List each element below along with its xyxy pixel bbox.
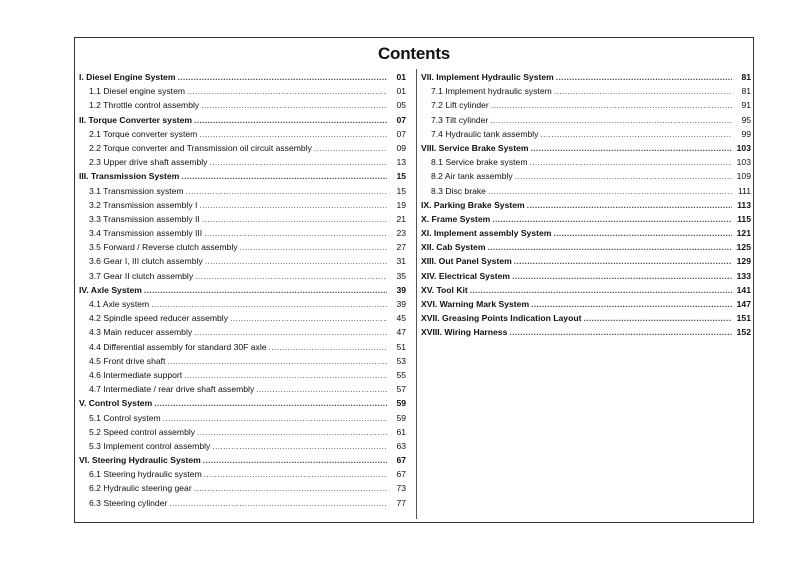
toc-page-number: 63 [396,440,406,451]
dot-leader [197,425,387,439]
toc-page-number: 31 [396,256,406,267]
toc-subsection-entry[interactable] [79,340,406,354]
dot-leader [194,113,387,127]
dot-leader [203,453,387,467]
dot-leader [199,198,387,212]
toc-section-entry[interactable] [421,297,751,311]
dot-leader [167,354,387,368]
toc-page-number: 111 [737,185,751,196]
toc-page-number: 152 [736,327,751,338]
dot-leader [151,297,387,311]
dot-leader [184,368,387,382]
toc-page-number: 151 [736,313,751,324]
toc-page-number: 09 [396,142,406,153]
dot-leader [181,169,387,183]
toc-entry-label: 6.3 Steering cylinder [89,497,168,508]
toc-entry-label: 3.6 Gear I, III clutch assembly [89,256,203,267]
dot-leader [194,325,387,339]
toc-page-number: 77 [396,497,406,508]
toc-section-entry[interactable] [421,240,751,254]
toc-page-number: 129 [736,256,751,267]
toc-subsection-entry[interactable] [79,98,406,112]
toc-subsection-entry[interactable] [421,169,751,183]
toc-section-entry[interactable] [421,70,751,84]
toc-page-number: 39 [396,284,406,295]
toc-page-number: 81 [741,86,751,97]
toc-subsection-entry[interactable] [79,368,406,382]
dot-leader [212,439,387,453]
toc-entry-label: 3.5 Forward / Reverse clutch assembly [89,242,238,253]
toc-subsection-entry[interactable] [79,325,406,339]
toc-section-entry[interactable] [421,269,751,283]
page-title: Contents [377,44,451,63]
toc-entry-label: XV. Tool Kit [421,284,468,295]
toc-entry-label: 4.1 Axle system [89,299,150,309]
toc-entry-label: 3.2 Transmission assembly I [89,199,198,210]
dot-leader [470,283,732,297]
dot-leader [205,254,387,268]
toc-subsection-entry[interactable] [79,240,406,254]
toc-entry-label: 4.4 Differential assembly for standard 30F axle [89,341,267,352]
toc-entry-label: X. Frame System [421,213,491,224]
toc-subsection-entry[interactable] [79,467,406,481]
toc-left-column [79,70,406,510]
toc-page-number: 91 [741,100,751,111]
dot-leader [487,240,732,254]
toc-subsection-entry[interactable] [79,141,406,155]
toc-entry-label: 2.3 Upper drive shaft assembly [89,157,208,168]
dot-leader [169,496,387,510]
toc-page-number: 109 [736,171,751,182]
column-divider [416,69,417,519]
dot-leader [256,382,387,396]
dot-leader [269,340,387,354]
toc-entry-label: II. Torque Converter system [79,114,193,125]
dot-leader [488,184,732,198]
dot-leader [540,127,732,141]
toc-page-number: 121 [736,228,751,239]
toc-page-number: 45 [396,313,406,324]
toc-entry-label: 3.1 Transmission system [89,185,184,196]
toc-page-number: 19 [396,199,406,210]
toc-subsection-entry[interactable] [421,84,751,98]
toc-page-number: 21 [396,213,406,224]
toc-page-number: 35 [396,270,406,281]
toc-page-number: 39 [396,299,406,309]
toc-page-number: 141 [736,284,751,295]
toc-subsection-entry[interactable] [79,311,406,325]
toc-page-number: 81 [741,72,751,82]
dot-leader [195,269,387,283]
toc-page-number: 59 [396,398,406,409]
toc-page-number: 95 [741,114,751,125]
toc-entry-label: 1.1 Diesel engine system [89,86,186,97]
toc-subsection-entry[interactable] [79,198,406,212]
toc-page-number: 103 [736,142,751,153]
toc-section-entry[interactable] [79,113,406,127]
dot-leader [187,84,387,98]
toc-entry-label: VIII. Service Brake System [421,142,529,153]
toc-section-entry[interactable] [421,283,751,297]
dot-leader [230,311,387,325]
toc-entry-label: 5.1 Control system [89,412,161,423]
dot-leader [202,212,387,226]
dot-leader [490,113,732,127]
dot-leader [556,70,732,84]
toc-entry-label: 4.5 Front drive shaft [89,355,166,366]
toc-page-number: 47 [396,327,406,338]
toc-subsection-entry[interactable] [79,297,406,311]
toc-entry-label: 3.7 Gear II clutch assembly [89,270,194,281]
toc-entry-label: XI. Implement assembly System [421,228,552,239]
toc-page-number: 59 [396,412,406,423]
toc-entry-label: 4.3 Main reducer assembly [89,327,193,338]
toc-entry-label: 7.3 Tilt cylinder [431,114,489,125]
toc-page-number: 147 [736,299,751,309]
toc-page-number: 01 [396,72,406,82]
toc-subsection-entry[interactable] [79,184,406,198]
toc-subsection-entry[interactable] [79,439,406,453]
toc-subsection-entry[interactable] [79,496,406,510]
toc-section-entry[interactable] [421,254,751,268]
toc-page-number: 23 [396,228,406,239]
dot-leader [531,297,732,311]
toc-entry-label: 8.2 Air tank assembly [431,171,513,182]
toc-entry-label: 4.2 Spindle speed reducer assembly [89,313,229,324]
toc-entry-label: 6.2 Hydraulic steering gear [89,483,192,494]
dot-leader [491,98,732,112]
toc-entry-label: 6.1 Steering hydraulic system [89,469,202,480]
toc-section-entry[interactable] [421,226,751,240]
toc-subsection-entry[interactable] [79,254,406,268]
toc-entry-label: 4.6 Intermediate support [89,369,183,380]
toc-page-number: 67 [396,455,406,466]
toc-entry-label: VII. Implement Hydraulic System [421,72,554,82]
toc-subsection-entry[interactable] [79,354,406,368]
toc-subsection-entry[interactable] [79,127,406,141]
dot-leader [199,127,387,141]
dot-leader [144,283,387,297]
toc-entry-label: IV. Axle System [79,284,142,295]
toc-subsection-entry[interactable] [79,155,406,169]
toc-entry-label: 5.2 Speed control assembly [89,426,196,437]
toc-entry-label: 4.7 Intermediate / rear drive shaft assembly [89,384,255,395]
toc-page-number: 15 [396,185,406,196]
dot-leader [492,212,732,226]
toc-page-number: 61 [396,426,406,437]
dot-leader [529,155,732,169]
toc-entry-label: 7.1 Implement hydraulic system [431,86,552,97]
toc-section-entry[interactable] [421,212,751,226]
toc-section-entry[interactable] [421,325,751,339]
toc-page-number: 01 [396,86,406,97]
toc-entry-label: 1.2 Throttle control assembly [89,100,200,111]
toc-subsection-entry[interactable] [421,113,751,127]
toc-section-entry[interactable] [79,453,406,467]
dot-leader [194,481,387,495]
toc-entry-label: 3.3 Transmission assembly II [89,213,200,224]
toc-entry-label: 2.1 Torque converter system [89,128,198,139]
toc-entry-label: 7.4 Hydraulic tank assembly [431,128,539,139]
toc-section-entry[interactable] [79,283,406,297]
toc-page-number: 05 [396,100,406,111]
dot-leader [204,467,387,481]
toc-page-number: 103 [736,157,751,168]
toc-entry-label: I. Diesel Engine System [79,72,176,82]
toc-page-number: 53 [396,355,406,366]
toc-entry-label: 8.1 Service brake system [431,157,528,168]
toc-entry-label: XVII. Greasing Points Indication Layout [421,313,582,324]
toc-entry-label: 2.2 Torque converter and Transmission oil circuit assembly [89,142,312,153]
dot-leader [201,98,387,112]
toc-page-number: 67 [396,469,406,480]
toc-subsection-entry[interactable] [421,98,751,112]
toc-page-number: 13 [396,157,406,168]
dot-leader [204,226,387,240]
dot-leader [509,325,732,339]
toc-entry-label: 5.3 Implement control assembly [89,440,211,451]
toc-page-number: 55 [396,369,406,380]
toc-entry-label: XVI. Warning Mark System [421,299,530,309]
toc-subsection-entry[interactable] [79,425,406,439]
toc-subsection-entry[interactable] [79,269,406,283]
dot-leader [314,141,387,155]
toc-section-entry[interactable] [421,311,751,325]
toc-entry-label: VI. Steering Hydraulic System [79,455,201,466]
toc-subsection-entry[interactable] [79,84,406,98]
dot-leader [554,84,732,98]
dot-leader [177,70,387,84]
toc-subsection-entry[interactable] [79,382,406,396]
dot-leader [163,411,387,425]
toc-page-number: 99 [741,128,751,139]
dot-leader [514,254,732,268]
toc-subsection-entry[interactable] [421,184,751,198]
toc-right-column [421,70,751,340]
toc-page-number: 73 [396,483,406,494]
toc-entry-label: III. Transmission System [79,171,180,182]
toc-subsection-entry[interactable] [79,226,406,240]
toc-page-number: 115 [737,213,751,224]
toc-subsection-entry[interactable] [79,481,406,495]
toc-subsection-entry[interactable] [421,155,751,169]
toc-subsection-entry[interactable] [421,127,751,141]
toc-page-number: 113 [737,199,751,210]
dot-leader [154,396,387,410]
dot-leader [583,311,732,325]
toc-page-number: 51 [396,341,406,352]
dot-leader [186,184,387,198]
dot-leader [515,169,732,183]
toc-section-entry[interactable] [79,396,406,410]
dot-leader [512,269,732,283]
dot-leader [531,141,733,155]
toc-entry-label: V. Control System [79,398,153,409]
toc-entry-label: XIII. Out Panel System [421,256,512,267]
toc-section-entry[interactable] [79,70,406,84]
toc-section-entry[interactable] [421,198,751,212]
toc-page-number: 133 [736,270,751,281]
dot-leader [209,155,387,169]
dot-leader [553,226,732,240]
toc-page-number: 15 [396,171,406,182]
toc-entry-label: XVIII. Wiring Harness [421,327,508,338]
toc-entry-label: 3.4 Transmission assembly III [89,228,203,239]
toc-page-number: 07 [396,128,406,139]
dot-leader [240,240,387,254]
toc-section-entry[interactable] [421,141,751,155]
contents-frame [74,37,754,523]
toc-page-number: 125 [736,242,751,253]
toc-section-entry[interactable] [79,169,406,183]
toc-subsection-entry[interactable] [79,411,406,425]
toc-entry-label: 8.3 Disc brake [431,185,486,196]
toc-entry-label: XII. Cab System [421,242,486,253]
toc-subsection-entry[interactable] [79,212,406,226]
toc-page-number: 27 [396,242,406,253]
toc-entry-label: 7.2 Lift cylinder [431,100,489,111]
toc-entry-label: IX. Parking Brake System [421,199,525,210]
toc-entry-label: XIV. Electrical System [421,270,511,281]
dot-leader [527,198,732,212]
toc-page-number: 57 [396,384,406,395]
toc-page-number: 07 [396,114,406,125]
